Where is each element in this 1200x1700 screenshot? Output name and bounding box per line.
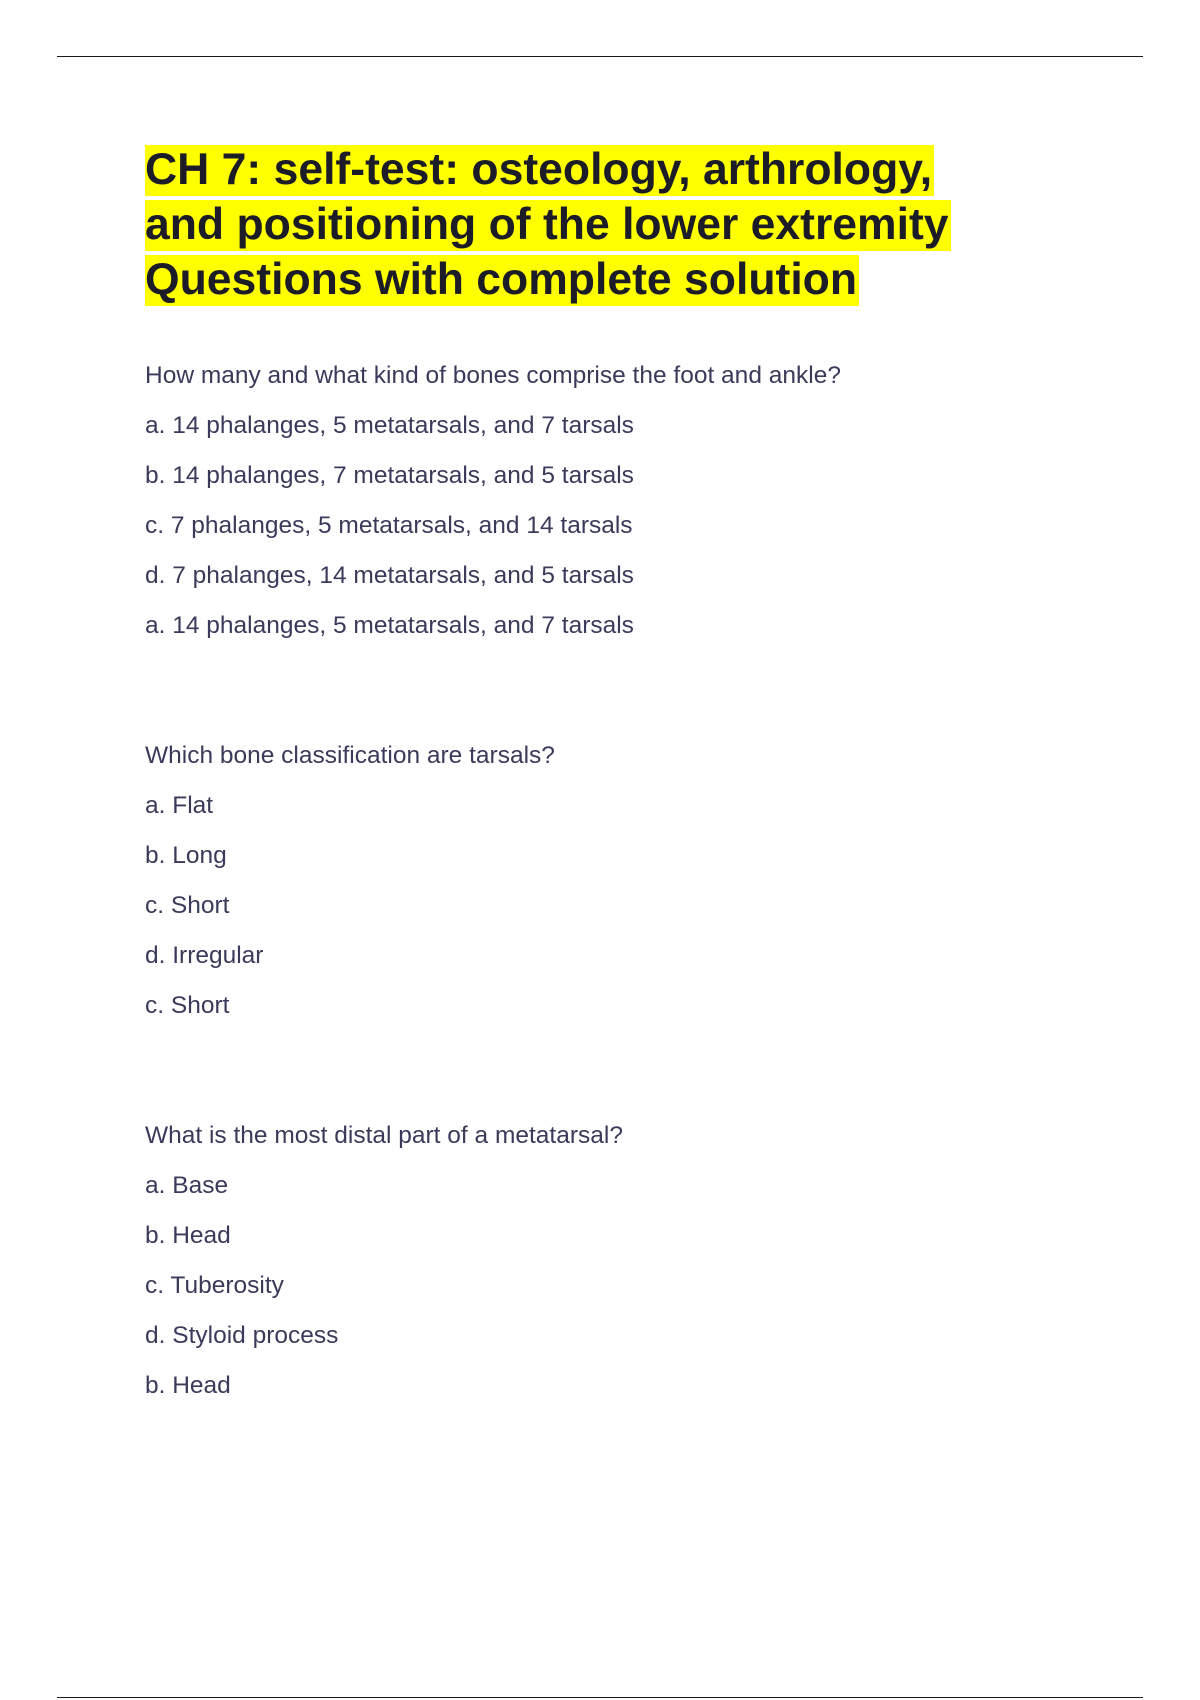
correct-answer: b. Head [145, 1372, 231, 1399]
document-title [145, 142, 1045, 307]
answer-option: c. Tuberosity [145, 1272, 284, 1299]
answer-option: d. Irregular [145, 942, 264, 969]
question-list [145, 361, 1045, 1401]
correct-answer: c. Short [145, 992, 230, 1019]
answer-option: b. Long [145, 842, 227, 869]
question-block [145, 1121, 1045, 1401]
answer-option: d. 7 phalanges, 14 metatarsals, and 5 tarsals [145, 562, 634, 589]
title-line: Questions with complete solution [145, 255, 858, 304]
question-text: What is the most distal part of a metatarsal? [145, 1122, 623, 1149]
answer-option: c. 7 phalanges, 5 metatarsals, and 14 tarsals [145, 512, 633, 539]
answer-option: b. 14 phalanges, 7 metatarsals, and 5 tarsals [145, 462, 634, 489]
question-text: Which bone classification are tarsals? [145, 742, 555, 769]
answer-option: a. 14 phalanges, 5 metatarsals, and 7 tarsals [145, 412, 634, 439]
top-rule [57, 56, 1143, 57]
answer-option: a. Base [145, 1172, 229, 1199]
title-line: and positioning of the lower extremity [145, 200, 949, 249]
answer-option: b. Head [145, 1222, 231, 1249]
answer-option: d. Styloid process [145, 1322, 339, 1349]
title-line: CH 7: self-test: osteology, arthrology, [145, 145, 933, 194]
answer-option: a. Flat [145, 792, 214, 819]
document-body [145, 142, 1045, 1501]
bottom-rule [57, 1697, 1143, 1698]
correct-answer: a. 14 phalanges, 5 metatarsals, and 7 tarsals [145, 612, 634, 639]
answer-option: c. Short [145, 892, 230, 919]
question-text: How many and what kind of bones comprise the foot and ankle? [145, 362, 841, 389]
question-block [145, 361, 1045, 641]
question-block [145, 741, 1045, 1021]
